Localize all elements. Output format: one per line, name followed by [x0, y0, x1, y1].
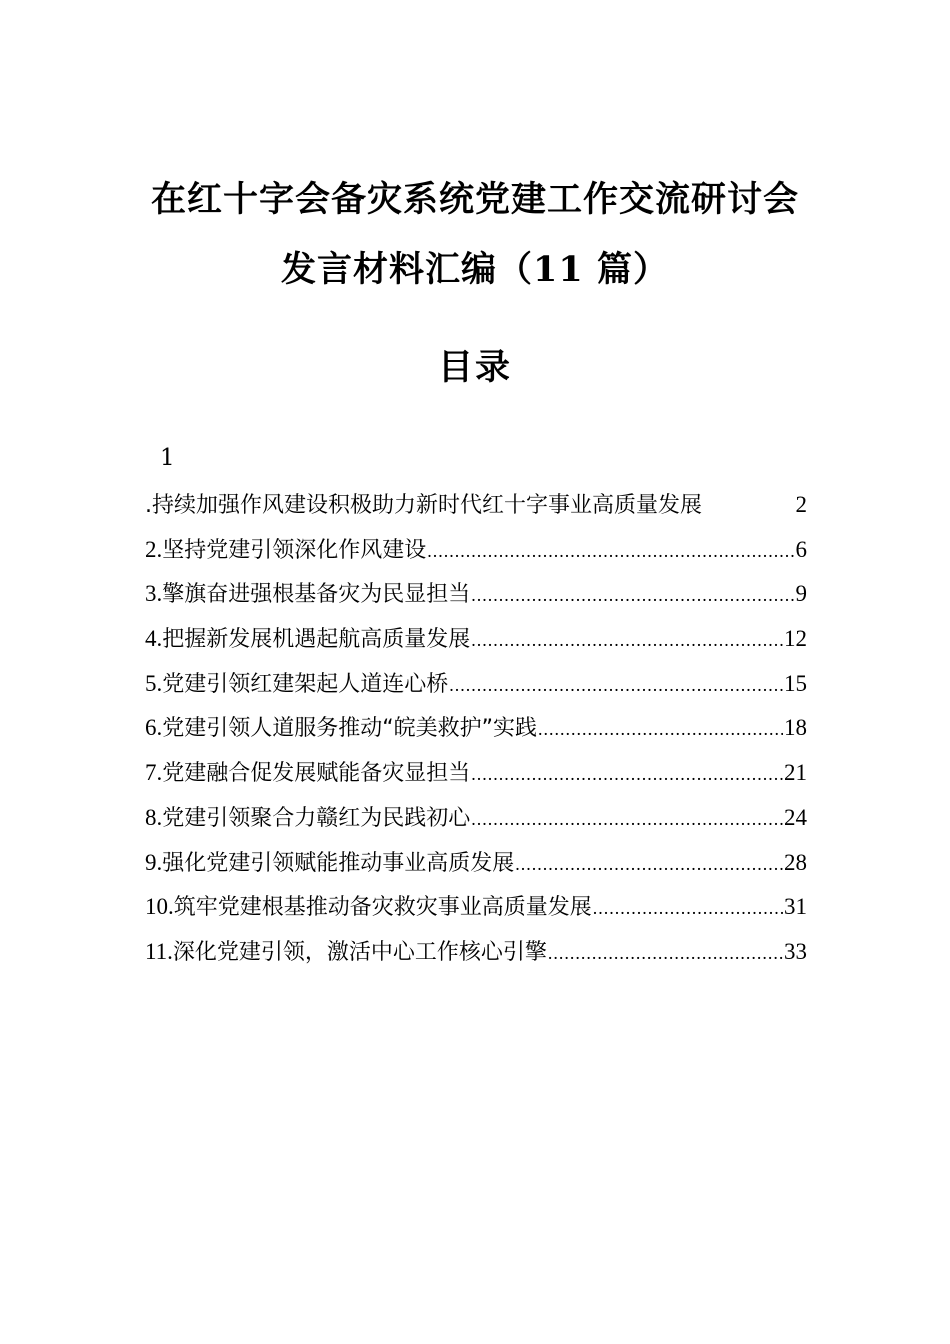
toc-heading: 目录 [437, 347, 512, 388]
toc-leader [449, 663, 783, 707]
toc-entry-title: 擎旗奋进强根基备灾为民显担当 [162, 582, 471, 608]
toc-leader [471, 573, 794, 617]
toc-entry-page: 2 [795, 492, 807, 517]
toc-entry-number: 7. [145, 760, 163, 786]
toc-entry-number: 4. [145, 626, 163, 652]
toc-entry-title: .持续加强作风建设积极助力新时代红十字事业高质量发展 [145, 493, 702, 518]
toc-leader [538, 707, 783, 751]
toc-entry-page: 33 [784, 938, 807, 964]
toc-entry-page: 28 [784, 849, 807, 875]
toc-entry-10[interactable] [145, 885, 807, 930]
toc-entry-title: 坚持党建引领深化作风建设 [162, 537, 427, 563]
toc-leader [593, 886, 783, 930]
toc-entry-11[interactable] [145, 930, 807, 975]
toc-entry-8[interactable] [145, 796, 807, 841]
toc-entry-number: 9. [145, 849, 163, 875]
toc-entry-title: 强化党建引领赋能推动事业高质发展 [162, 850, 515, 876]
toc-entry-number: 8. [145, 804, 163, 830]
toc-entry-page: 12 [784, 626, 807, 652]
toc-entry-page: 21 [784, 760, 807, 786]
toc-entry-page: 9 [795, 581, 807, 607]
toc-entry-page: 15 [784, 670, 807, 696]
toc-entry-4[interactable] [145, 617, 807, 662]
toc-entry-7[interactable] [145, 751, 807, 796]
document-title-line-1: 在红十字会备灾系统党建工作交流研讨会 [150, 179, 799, 220]
toc-leader [548, 931, 783, 975]
toc-leader [471, 797, 783, 841]
toc-entry-title: 筑牢党建根基推动备灾救灾事业高质量发展 [173, 895, 592, 921]
toc-entry-page: 6 [795, 536, 807, 562]
toc-entry-number: 10. [145, 894, 174, 920]
toc-leader [515, 842, 783, 886]
toc-entry-title: 党建引领聚合力赣红为民践初心 [162, 805, 471, 831]
toc-entry-title: 把握新发展机遇起航高质量发展 [162, 627, 471, 653]
toc-entry-title: 党建引领红建架起人道连心桥 [162, 671, 449, 697]
toc-entry-6[interactable] [145, 706, 807, 751]
document-title-line-2: 发言材料汇编（11 篇） [281, 249, 669, 290]
toc-entry-3[interactable] [145, 572, 807, 617]
table-of-contents [145, 483, 807, 975]
toc-entry-5[interactable] [145, 662, 807, 707]
toc-entry-page: 31 [784, 894, 807, 920]
toc-entry-2[interactable] [145, 528, 807, 573]
toc-entry-number: 2. [145, 536, 163, 562]
toc-leader [471, 752, 783, 796]
toc-entry-number: 5. [145, 670, 163, 696]
toc-entry-1-number: 1 [160, 445, 175, 471]
toc-leader [427, 529, 794, 573]
toc-entry-title: 党建融合促发展赋能备灾显担当 [162, 761, 471, 787]
toc-entry-title: 深化党建引领，激活中心工作核心引擎 [172, 939, 547, 965]
toc-entry-number: 11. [145, 938, 173, 964]
toc-entry-page: 18 [784, 715, 807, 741]
toc-leader [471, 618, 783, 662]
toc-entry-page: 24 [784, 804, 807, 830]
toc-entry-number: 3. [145, 581, 163, 607]
toc-entry-9[interactable] [145, 841, 807, 886]
toc-entry-number: 6. [145, 715, 163, 741]
toc-entry-title: 党建引领人道服务推动“皖美救护”实践 [162, 716, 538, 742]
toc-entry-1[interactable] [145, 483, 807, 528]
